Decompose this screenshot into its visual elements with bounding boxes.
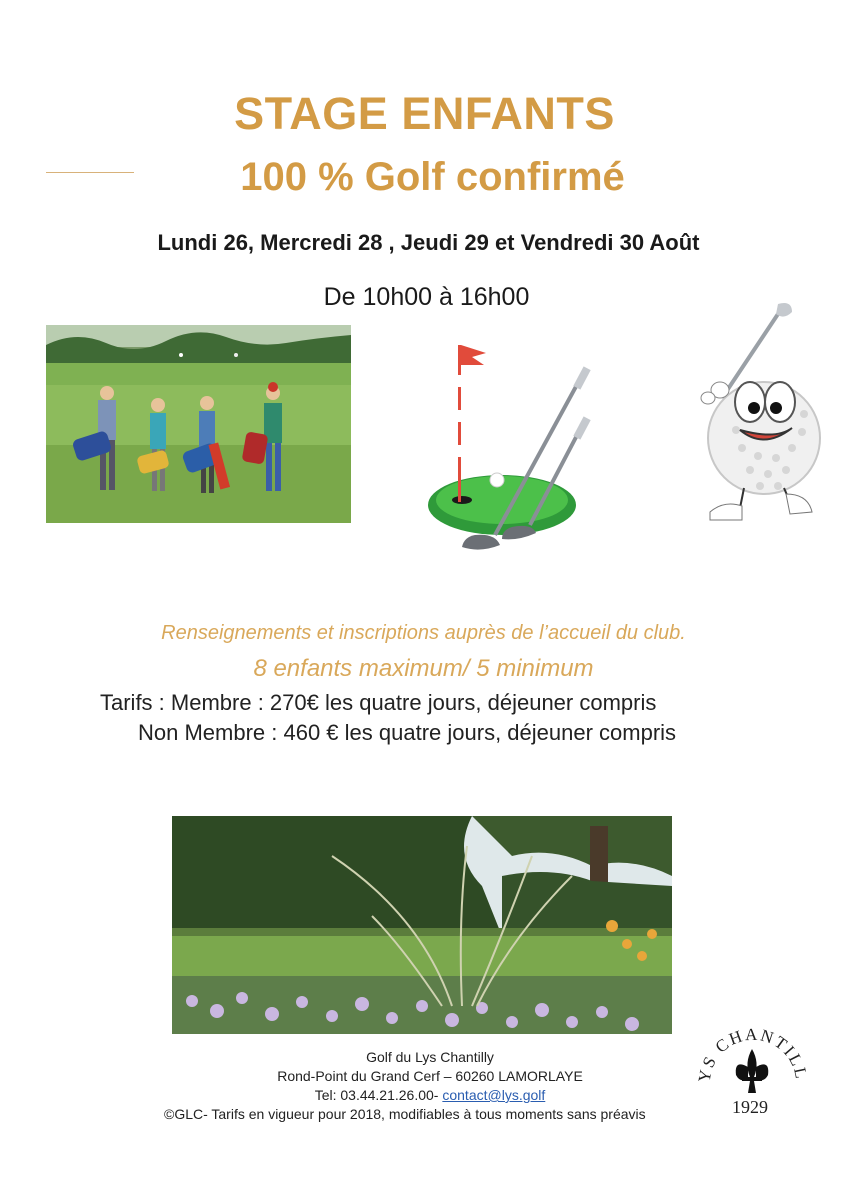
club-contact [160, 1086, 700, 1105]
disclaimer: ©GLC- Tarifs en vigueur pour 2018, modifiables à tous moments sans préavis [164, 1106, 646, 1122]
registration-info: Renseignements et inscriptions auprès de l’accueil du club. [161, 622, 686, 644]
email-link[interactable]: contact@lys.golf [442, 1087, 546, 1103]
schedule-hours: De 10h00 à 16h00 [323, 283, 530, 311]
golf-ball-mascot-illustration [680, 298, 830, 538]
footer-contact [160, 1048, 700, 1124]
kids-golf-photo [46, 325, 351, 523]
schedule-dates: Lundi 26, Mercredi 28 , Jeudi 29 et Vendredi 30 Août [157, 230, 700, 255]
capacity-info: 8 enfants maximum/ 5 minimum [253, 655, 594, 682]
phone-number: Tel: 03.44.21.26.00- [314, 1087, 443, 1103]
club-name: Golf du Lys Chantilly [366, 1049, 494, 1065]
page-title: STAGE ENFANTS [234, 88, 615, 139]
tarif-non-member: Non Membre : 460 € les quatre jours, déjeuner compris [138, 720, 677, 745]
club-address: Rond-Point du Grand Cerf – 60260 LAMORLAYE [277, 1068, 583, 1084]
golf-flag-illustration [420, 335, 600, 560]
tarif-member: Tarifs : Membre : 270€ les quatre jours, déjeuner compris [100, 690, 657, 715]
page-subtitle: 100 % Golf confirmé [240, 155, 625, 199]
logo-text: YS CHANTILL [694, 1024, 811, 1084]
fleur-de-lis-icon [736, 1049, 769, 1093]
logo-year: 1929 [732, 1097, 768, 1117]
golf-course-photo [172, 816, 672, 1034]
